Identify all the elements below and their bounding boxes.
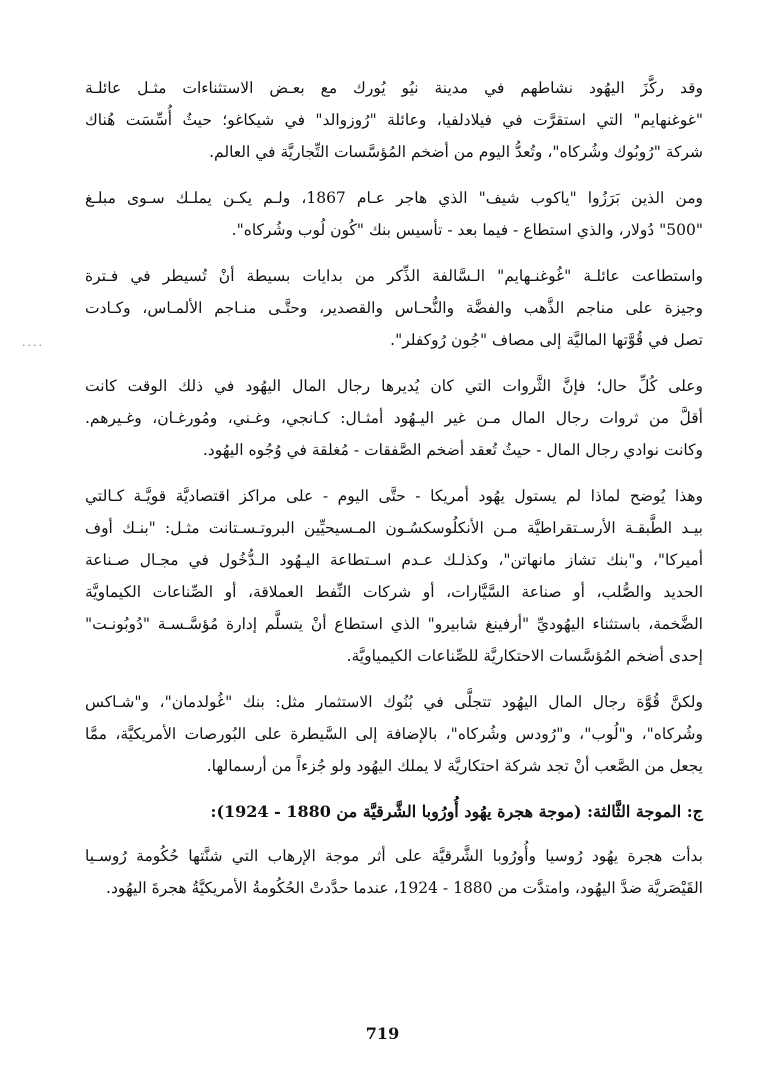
text-line: ولكنَّ قُوَّة رجال المال اليهُود تتجلَّى في بُنُوك الاستثمار مثل: بنك "غُولدمان"، و"شـاكس xyxy=(85,693,703,711)
margin-mark: .... xyxy=(22,336,44,349)
paragraph-wealth xyxy=(85,370,703,466)
paragraph-third-wave xyxy=(85,840,703,904)
text-line: "غوغنهايم" التي استقرَّت في فيلادلفيا، وعائلة "رُوزوالد" في شيكاغو؛ حيثُ أُسِّسَت هُناك xyxy=(85,111,703,129)
text-line: الضَّخمة، باستثناء اليهُوديِّ "أرفينغ شابيرو" الذي استطاع أنْ يتسلَّم إدارة مُؤسَّـسـة "دُوبُونـت" xyxy=(85,615,703,633)
section-heading: ج: الموجة الثَّالثة: (موجة هجرة يهُود أُورُوبا الشَّرقيَّة من 1880 - 1924): xyxy=(210,802,703,821)
text-line: وعلى كُلِّ حال؛ فإنَّ الثَّروات التي كان يُديرها رجال المال اليهُود في ذلك الوقت كانت xyxy=(85,377,703,395)
text-line: شركة "رُوبُوك وشُركاه"، وتُعدُّ اليوم من أضخم المُؤسَّسات التِّجاريَّة في العالم. xyxy=(209,143,703,161)
text-line: وكانت نوادي رجال المال - حيثُ تُعقد أضخم الصَّفقات - مُغلقة في وُجُوه اليهُود. xyxy=(202,441,703,459)
paragraph-investment-banks xyxy=(85,686,703,782)
text-line: بدأت هجرة يهُود رُوسيا وأُورُوبا الشَّرقيَّة على أثر موجة الإرهاب التي شنَّتها حُكُومة رُوسـيا xyxy=(85,847,703,865)
page-number: 719 xyxy=(365,1024,400,1043)
paragraph-guggenheim xyxy=(85,260,703,356)
text-line: أميركا"، و"بنك تشاز مانهاتن"، وكذلـك عـدم اسـتطاعة اليـهُود الـدُّخُول في مجـال صـناعة xyxy=(85,551,703,569)
text-line: يجعل من الصَّعب أنْ تجد شركة احتكاريَّة لا يملك اليهُود ولو جُزءاً من أرسمالها. xyxy=(206,757,703,775)
text-line: أقلَّ من ثروات رجال المال مـن غير اليـهُود أمثـال: كـانجي، وغـني، ومُورغـان، وغـيرهم. xyxy=(85,409,703,427)
text-line: وهذا يُوضح لماذا لم يستول يهُود أمريكا - حتَّى اليوم - على مراكز اقتصاديَّة قويَّـة كـالتي xyxy=(85,487,703,505)
text-line: تصل في قُوَّتها الماليَّة إلى مصاف "جُون رُوكفلر". xyxy=(390,331,703,349)
page-body xyxy=(85,72,703,918)
paragraph-schiff xyxy=(85,182,703,246)
text-line: بيـد الطَّبقـة الأرسـتقراطيَّة مـن الأنكلُوسكسُـون المـسيحيِّين البروتـسـتانت مثـل: "بنـك أوف xyxy=(85,519,703,537)
text-line: وشُركاه"، و"لُوب"، و"رُودس وشُركاه"، بالإضافة إلى السَّيطرة على البُورصات الأمريكيَّة، ممَّا xyxy=(85,725,703,743)
text-line: الحديد والصُّلب، أو صناعة السَّيَّارات، أو شركات النِّفط العملاقة، أو الصِّناعات الكيماويَّة xyxy=(85,583,703,601)
paragraph-economic-centers xyxy=(85,480,703,672)
text-line: "500" دُولار، والذي استطاع - فيما بعد - تأسيس بنك "كُون لُوب وشُركاه". xyxy=(231,221,703,239)
text-line: وجيزة على مناجم الذَّهب والفضَّة والنُّحـاس والقصدير، وحتَّـى منـاجم الألمـاس، وكـادت xyxy=(85,299,703,317)
text-line: القَيْصَريَّة ضدَّ اليهُود، وامتدَّت من 1880 - 1924، عندما حدَّدتْ الحُكُومةُ الأمريكيَّةُ هجرةَ اليهُود. xyxy=(106,879,703,897)
text-line: إحدى أضخم المُؤسَّسات الاحتكاريَّة للصِّناعات الكيمياويَّة. xyxy=(346,647,703,665)
text-line: وقد ركَّزَ اليهُود نشاطهم في مدينة نيُو يُورك مع بعـض الاستثناءات مثـل عائلـة xyxy=(85,79,703,97)
paragraph-families xyxy=(85,72,703,168)
text-line: ومن الذين بَرَزُوا "ياكوب شيف" الذي هاجر عـام 1867، ولـم يكـن يملـك سـوى مبلـغ xyxy=(85,189,703,207)
text-line: واستطاعت عائلـة "غُوغنـهايم" الـسَّالفة الذِّكر من بدايات بسيطة أنْ تُسيطر في فـترة xyxy=(85,267,703,285)
